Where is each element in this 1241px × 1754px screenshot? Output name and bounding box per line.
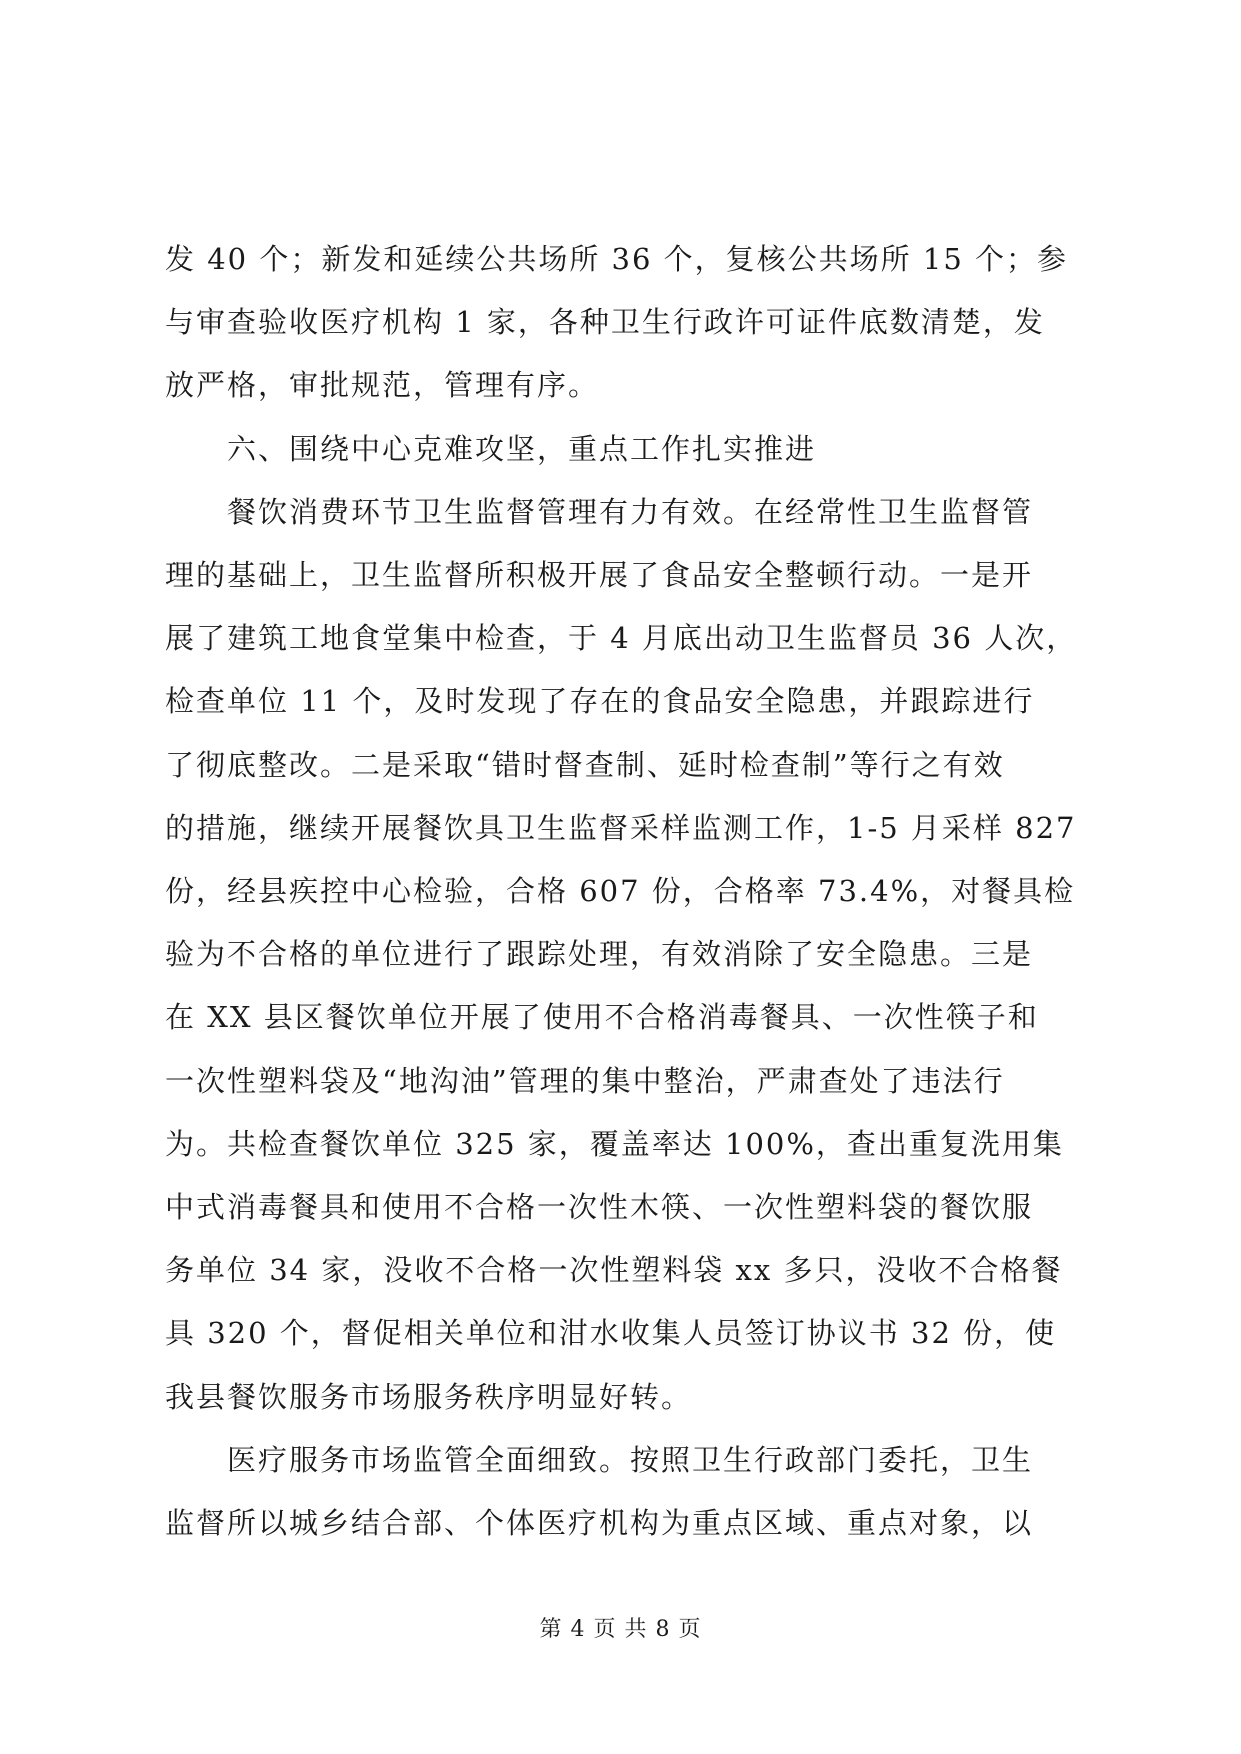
text-line: 六、围绕中心克难攻坚，重点工作扎实推进 <box>227 431 817 466</box>
text-line: 发 40 个；新发和延续公共场所 36 个，复核公共场所 15 个；参 <box>165 242 1069 276</box>
text-line: 展了建筑工地食堂集中检查，于 4 月底出动卫生监督员 36 人次， <box>165 621 1078 656</box>
text-line: 验为不合格的单位进行了跟踪处理，有效消除了安全隐患。三是 <box>165 937 1034 972</box>
text-line: 了彻底整改。二是采取“错时督查制、延时检查制”等行之有效 <box>165 747 1005 782</box>
text-line: 监督所以城乡结合部、个体医疗机构为重点区域、重点对象，以 <box>165 1506 1034 1541</box>
section-heading <box>165 418 1085 481</box>
paragraph <box>165 228 1085 418</box>
paragraph <box>165 481 1085 1429</box>
text-line: 理的基础上，卫生监督所积极开展了食品安全整顿行动。一是开 <box>165 558 1034 593</box>
text-line: 在 XX 县区餐饮单位开展了使用不合格消毒餐具、一次性筷子和 <box>165 1000 1039 1035</box>
text-line: 一次性塑料袋及“地沟油”管理的集中整治，严肃查处了违法行 <box>165 1063 1005 1098</box>
paragraph <box>165 1429 1085 1555</box>
text-line: 与审查验收医疗机构 1 家，各种卫生行政许可证件底数清楚，发 <box>165 305 1045 340</box>
text-line: 的措施，继续开展餐饮具卫生监督采样监测工作，1-5 月采样 827 <box>165 810 1077 845</box>
document-body <box>165 228 1085 1555</box>
text-line: 放严格，审批规范，管理有序。 <box>165 368 600 403</box>
text-line: 餐饮消费环节卫生监督管理有力有效。在经常性卫生监督管 <box>227 494 1034 529</box>
text-line: 具 320 个，督促相关单位和泔水收集人员签订协议书 32 份，使 <box>165 1316 1057 1351</box>
page-footer: 第 4 页 共 8 页 <box>539 1617 702 1642</box>
text-line: 为。共检查餐饮单位 325 家，覆盖率达 100%，查出重复洗用集 <box>165 1126 1064 1161</box>
text-line: 医疗服务市场监管全面细致。按照卫生行政部门委托，卫生 <box>227 1442 1034 1477</box>
text-line: 份，经县疾控中心检验，合格 607 份，合格率 73.4%，对餐具检 <box>165 874 1076 909</box>
text-line: 务单位 34 家，没收不合格一次性塑料袋 xx 多只，没收不合格餐 <box>165 1253 1063 1288</box>
text-line: 检查单位 11 个，及时发现了存在的食品安全隐患，并跟踪进行 <box>165 684 1035 719</box>
text-line: 我县餐饮服务市场服务秩序明显好转。 <box>165 1379 693 1414</box>
text-line: 中式消毒餐具和使用不合格一次性木筷、一次性塑料袋的餐饮服 <box>165 1190 1034 1225</box>
